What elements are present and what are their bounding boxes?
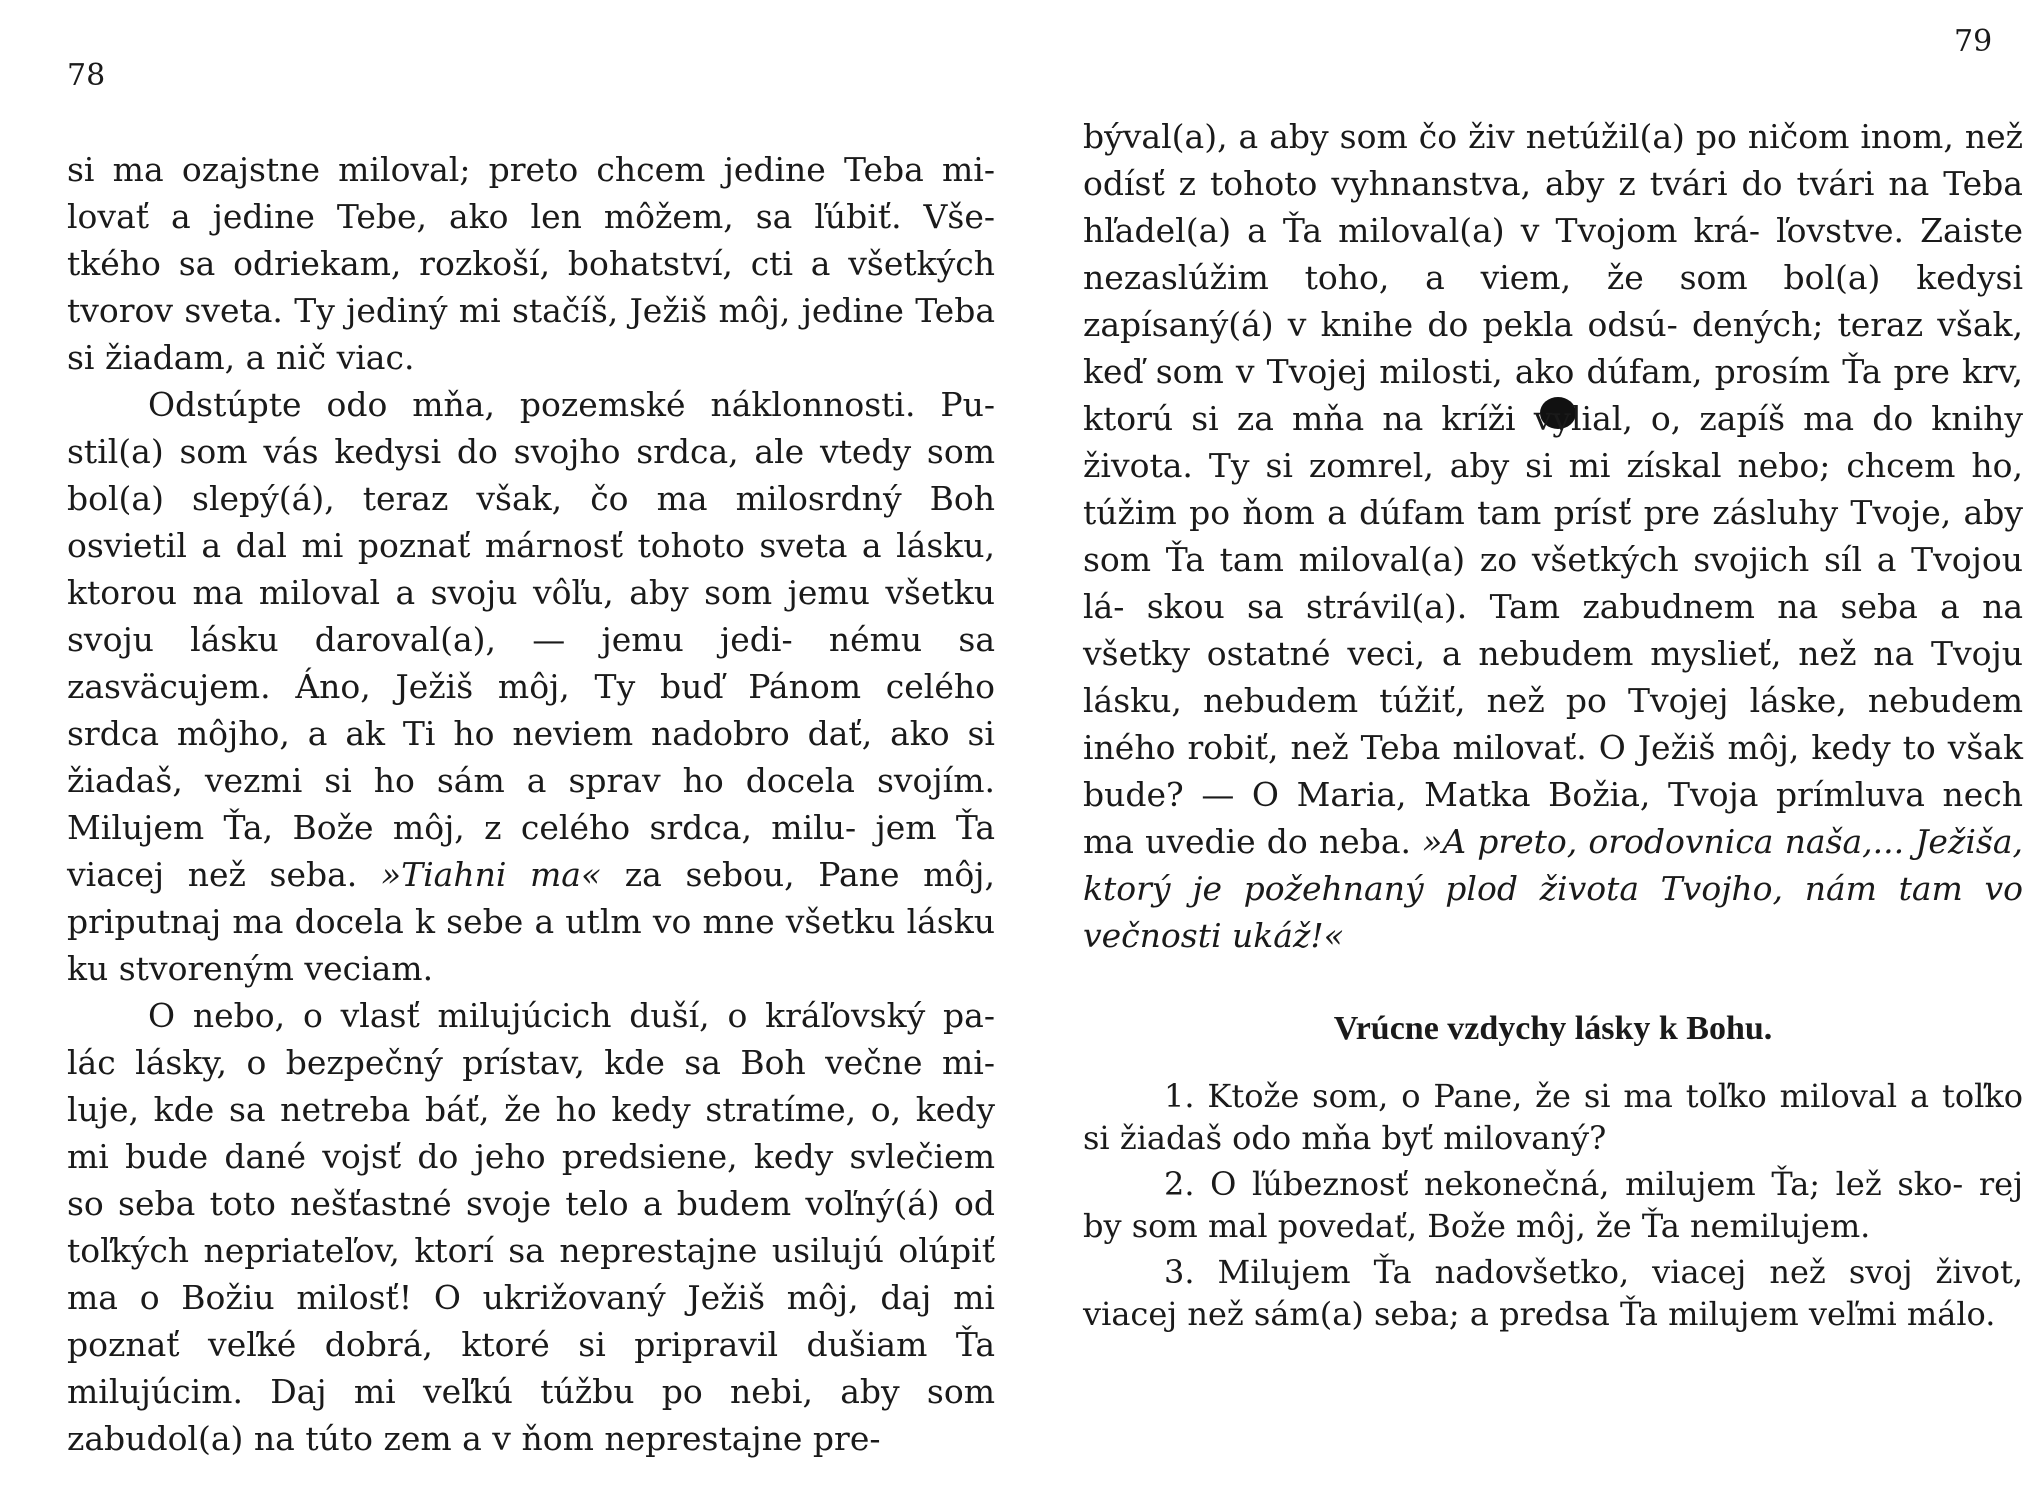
- left-paragraph-2: [67, 381, 995, 992]
- page-number-right: 79: [1954, 24, 1993, 59]
- left-paragraph-2-text: Odstúpte odo mňa, pozemské náklonnosti. Pu- stil(a) som vás kedysi do svojho srdca, ale vtedy som bol(a) slepý(á), teraz však, čo ma milosrdný Boh osvietil a dal mi poznať márnosť tohoto sveta a lásku, ktorou ma miloval a svoju vôľu, aby som jemu všetku svoju lásku daroval(a), — jemu jedi- nému sa zasväcujem. Áno, Ježiš môj, Ty buď Pánom celého srdca môjho, a ak Ti ho neviem nadobro dať, ako si žiadaš, vezmi si ho sám a sprav ho docela svojím. Milujem Ťa, Bože môj, z celého srdca, milu- jem Ťa viacej než seba.: [67, 385, 995, 894]
- left-paragraph-3: O nebo, o vlasť milujúcich duší, o kráľovský pa- lác lásky, o bezpečný prístav, kde sa Boh večne mi- luje, kde sa netreba báť, že ho kedy stratíme, o, kedy mi bude dané vojsť do jeho predsiene, kedy svlečiem so seba toto nešťastné svoje telo a budem voľný(á) od toľkých nepriateľov, ktorí sa neprestajne usilujú olúpiť ma o Božiu milosť! O ukrižovaný Ježiš môj, daj mi poznať veľké dobrá, ktoré si pripravil dušiam Ťa milujúcim. Daj mi veľkú túžbu po nebi, aby som zabudol(a) na túto zem a v ňom neprestajne pre-: [67, 996, 995, 1458]
- sigh-3: 3. Milujem Ťa nadovšetko, viacej než svoj život, viacej než sám(a) seba; a predsa Ťa milujem veľmi málo.: [1083, 1253, 2023, 1333]
- sigh-1: 1. Ktože som, o Pane, že si ma toľko miloval a toľko si žiadaš odo mňa byť milovaný?: [1083, 1077, 2023, 1157]
- section-heading: Vrúcne vzdychy lásky k Bohu.: [1333, 1010, 1773, 1047]
- left-paragraph-2-end: za sebou, Pane môj, priputnaj ma docela k sebe a utlm vo mne všetku lásku ku stvoreným veciam.: [67, 855, 995, 988]
- right-page-text: [1083, 113, 2023, 1335]
- page-number-left: 78: [67, 58, 106, 93]
- left-page-text: [67, 146, 995, 1462]
- right-paragraph-text: býval(a), a aby som čo živ netúžil(a) po ničom inom, než odísť z tohoto vyhnanstva, aby z tvári do tvári na Teba hľadel(a) a Ťa miloval(a) v Tvojom krá- ľovstve. Zaiste nezaslúžim toho, a viem, že som bol(a) kedysi zapísaný(á) v knihe do pekla odsú- dených; teraz však, keď som v Tvojej milosti, ako dúfam, prosím Ťa pre krv, ktorú si za mňa na kríži vylial, o, zapíš ma do knihy života. Ty si zomrel, aby si mi získal nebo; chcem ho, túžim po ňom a dúfam tam prísť pre zásluhy Tvoje, aby som Ťa tam miloval(a) zo všetkých svojich síl a Tvojou lá- skou sa strávil(a). Tam zabudnem na seba a na všetky ostatné veci, a nebudem myslieť, než na Tvoju lásku, nebudem túžiť, než po Tvojej láske, nebudem iného robiť, než Teba milovať. O Ježiš môj, kedy to však bude? — O Maria, Matka Božia, Tvoja prímluva nech ma uvedie do neba.: [1083, 117, 2023, 861]
- right-paragraph: [1083, 113, 2023, 959]
- sigh-2: 2. O ľúbeznosť nekonečná, milujem Ťa; lež sko- rej by som mal povedať, Bože môj, že Ťa nemilujem.: [1083, 1165, 2023, 1245]
- right-page: [1019, 0, 2038, 1500]
- closing-quote: »A preto, orodovnica naša,... Ježiša, ktorý je požehnaný plod života Tvojho, nám tam vo večnosti ukáž!«: [1083, 822, 2023, 955]
- left-paragraph-1: si ma ozajstne miloval; preto chcem jedine Teba mi- lovať a jedine Tebe, ako len môžem, sa ľúbiť. Vše- tkého sa odriekam, rozkoší, bohatství, cti a všetkých tvorov sveta. Ty jediný mi stačíš, Ježiš môj, jedine Teba si žiadam, a nič viac.: [67, 150, 995, 377]
- quote-tiahni-ma: »Tiahni ma«: [380, 855, 602, 894]
